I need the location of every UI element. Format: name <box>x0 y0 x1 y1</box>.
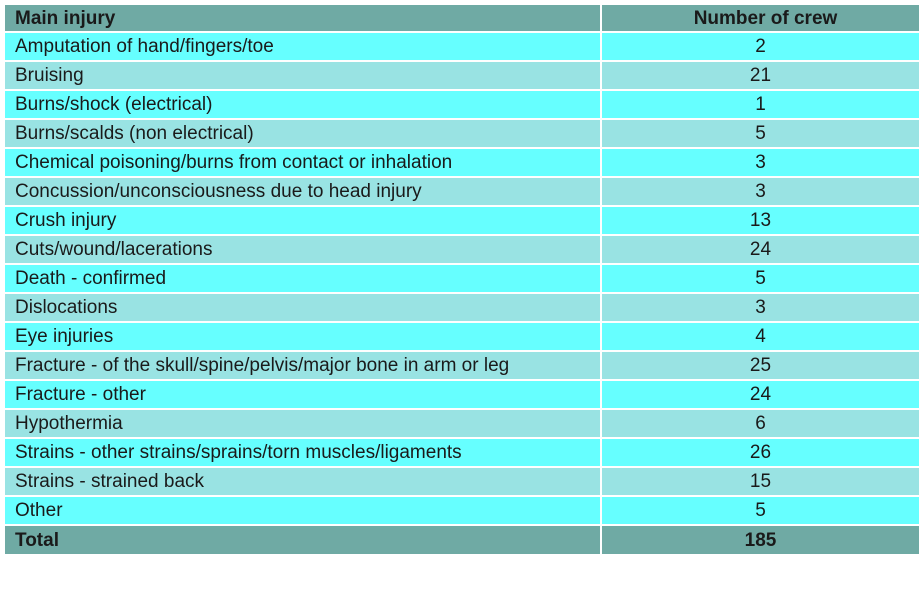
table-row <box>4 496 920 525</box>
injury-cell: Dislocations <box>4 293 601 322</box>
table-row <box>4 380 920 409</box>
table-row <box>4 61 920 90</box>
table-row <box>4 32 920 61</box>
count-cell: 5 <box>601 119 920 148</box>
count-cell: 15 <box>601 467 920 496</box>
table-header-row <box>4 4 920 32</box>
count-cell: 24 <box>601 380 920 409</box>
table-row <box>4 206 920 235</box>
count-cell: 13 <box>601 206 920 235</box>
table-row <box>4 148 920 177</box>
count-cell: 1 <box>601 90 920 119</box>
count-cell: 6 <box>601 409 920 438</box>
column-header-main-injury: Main injury <box>4 4 601 32</box>
injury-cell: Fracture - of the skull/spine/pelvis/major bone in arm or leg <box>4 351 601 380</box>
count-cell: 4 <box>601 322 920 351</box>
injury-cell: Cuts/wound/lacerations <box>4 235 601 264</box>
table-row <box>4 438 920 467</box>
injury-cell: Strains - other strains/sprains/torn muscles/ligaments <box>4 438 601 467</box>
injury-cell: Concussion/unconsciousness due to head injury <box>4 177 601 206</box>
table-row <box>4 467 920 496</box>
count-cell: 3 <box>601 293 920 322</box>
injury-cell: Strains - strained back <box>4 467 601 496</box>
injury-cell: Burns/scalds (non electrical) <box>4 119 601 148</box>
injury-cell: Crush injury <box>4 206 601 235</box>
injury-cell: Hypothermia <box>4 409 601 438</box>
count-cell: 5 <box>601 264 920 293</box>
table-body <box>4 32 920 525</box>
injury-table <box>3 3 921 556</box>
table-row <box>4 177 920 206</box>
total-count: 185 <box>601 525 920 555</box>
table-row <box>4 293 920 322</box>
injury-cell: Chemical poisoning/burns from contact or inhalation <box>4 148 601 177</box>
injury-cell: Fracture - other <box>4 380 601 409</box>
injury-cell: Other <box>4 496 601 525</box>
count-cell: 3 <box>601 148 920 177</box>
count-cell: 26 <box>601 438 920 467</box>
column-header-number-of-crew: Number of crew <box>601 4 920 32</box>
total-row <box>4 525 920 555</box>
count-cell: 21 <box>601 61 920 90</box>
table-row <box>4 90 920 119</box>
count-cell: 25 <box>601 351 920 380</box>
table-row <box>4 235 920 264</box>
injury-cell: Death - confirmed <box>4 264 601 293</box>
injury-cell: Bruising <box>4 61 601 90</box>
injury-cell: Burns/shock (electrical) <box>4 90 601 119</box>
table-row <box>4 409 920 438</box>
count-cell: 2 <box>601 32 920 61</box>
table-row <box>4 264 920 293</box>
count-cell: 24 <box>601 235 920 264</box>
total-label: Total <box>4 525 601 555</box>
table-row <box>4 119 920 148</box>
injury-cell: Amputation of hand/fingers/toe <box>4 32 601 61</box>
table-row <box>4 351 920 380</box>
table-row <box>4 322 920 351</box>
count-cell: 3 <box>601 177 920 206</box>
injury-cell: Eye injuries <box>4 322 601 351</box>
count-cell: 5 <box>601 496 920 525</box>
